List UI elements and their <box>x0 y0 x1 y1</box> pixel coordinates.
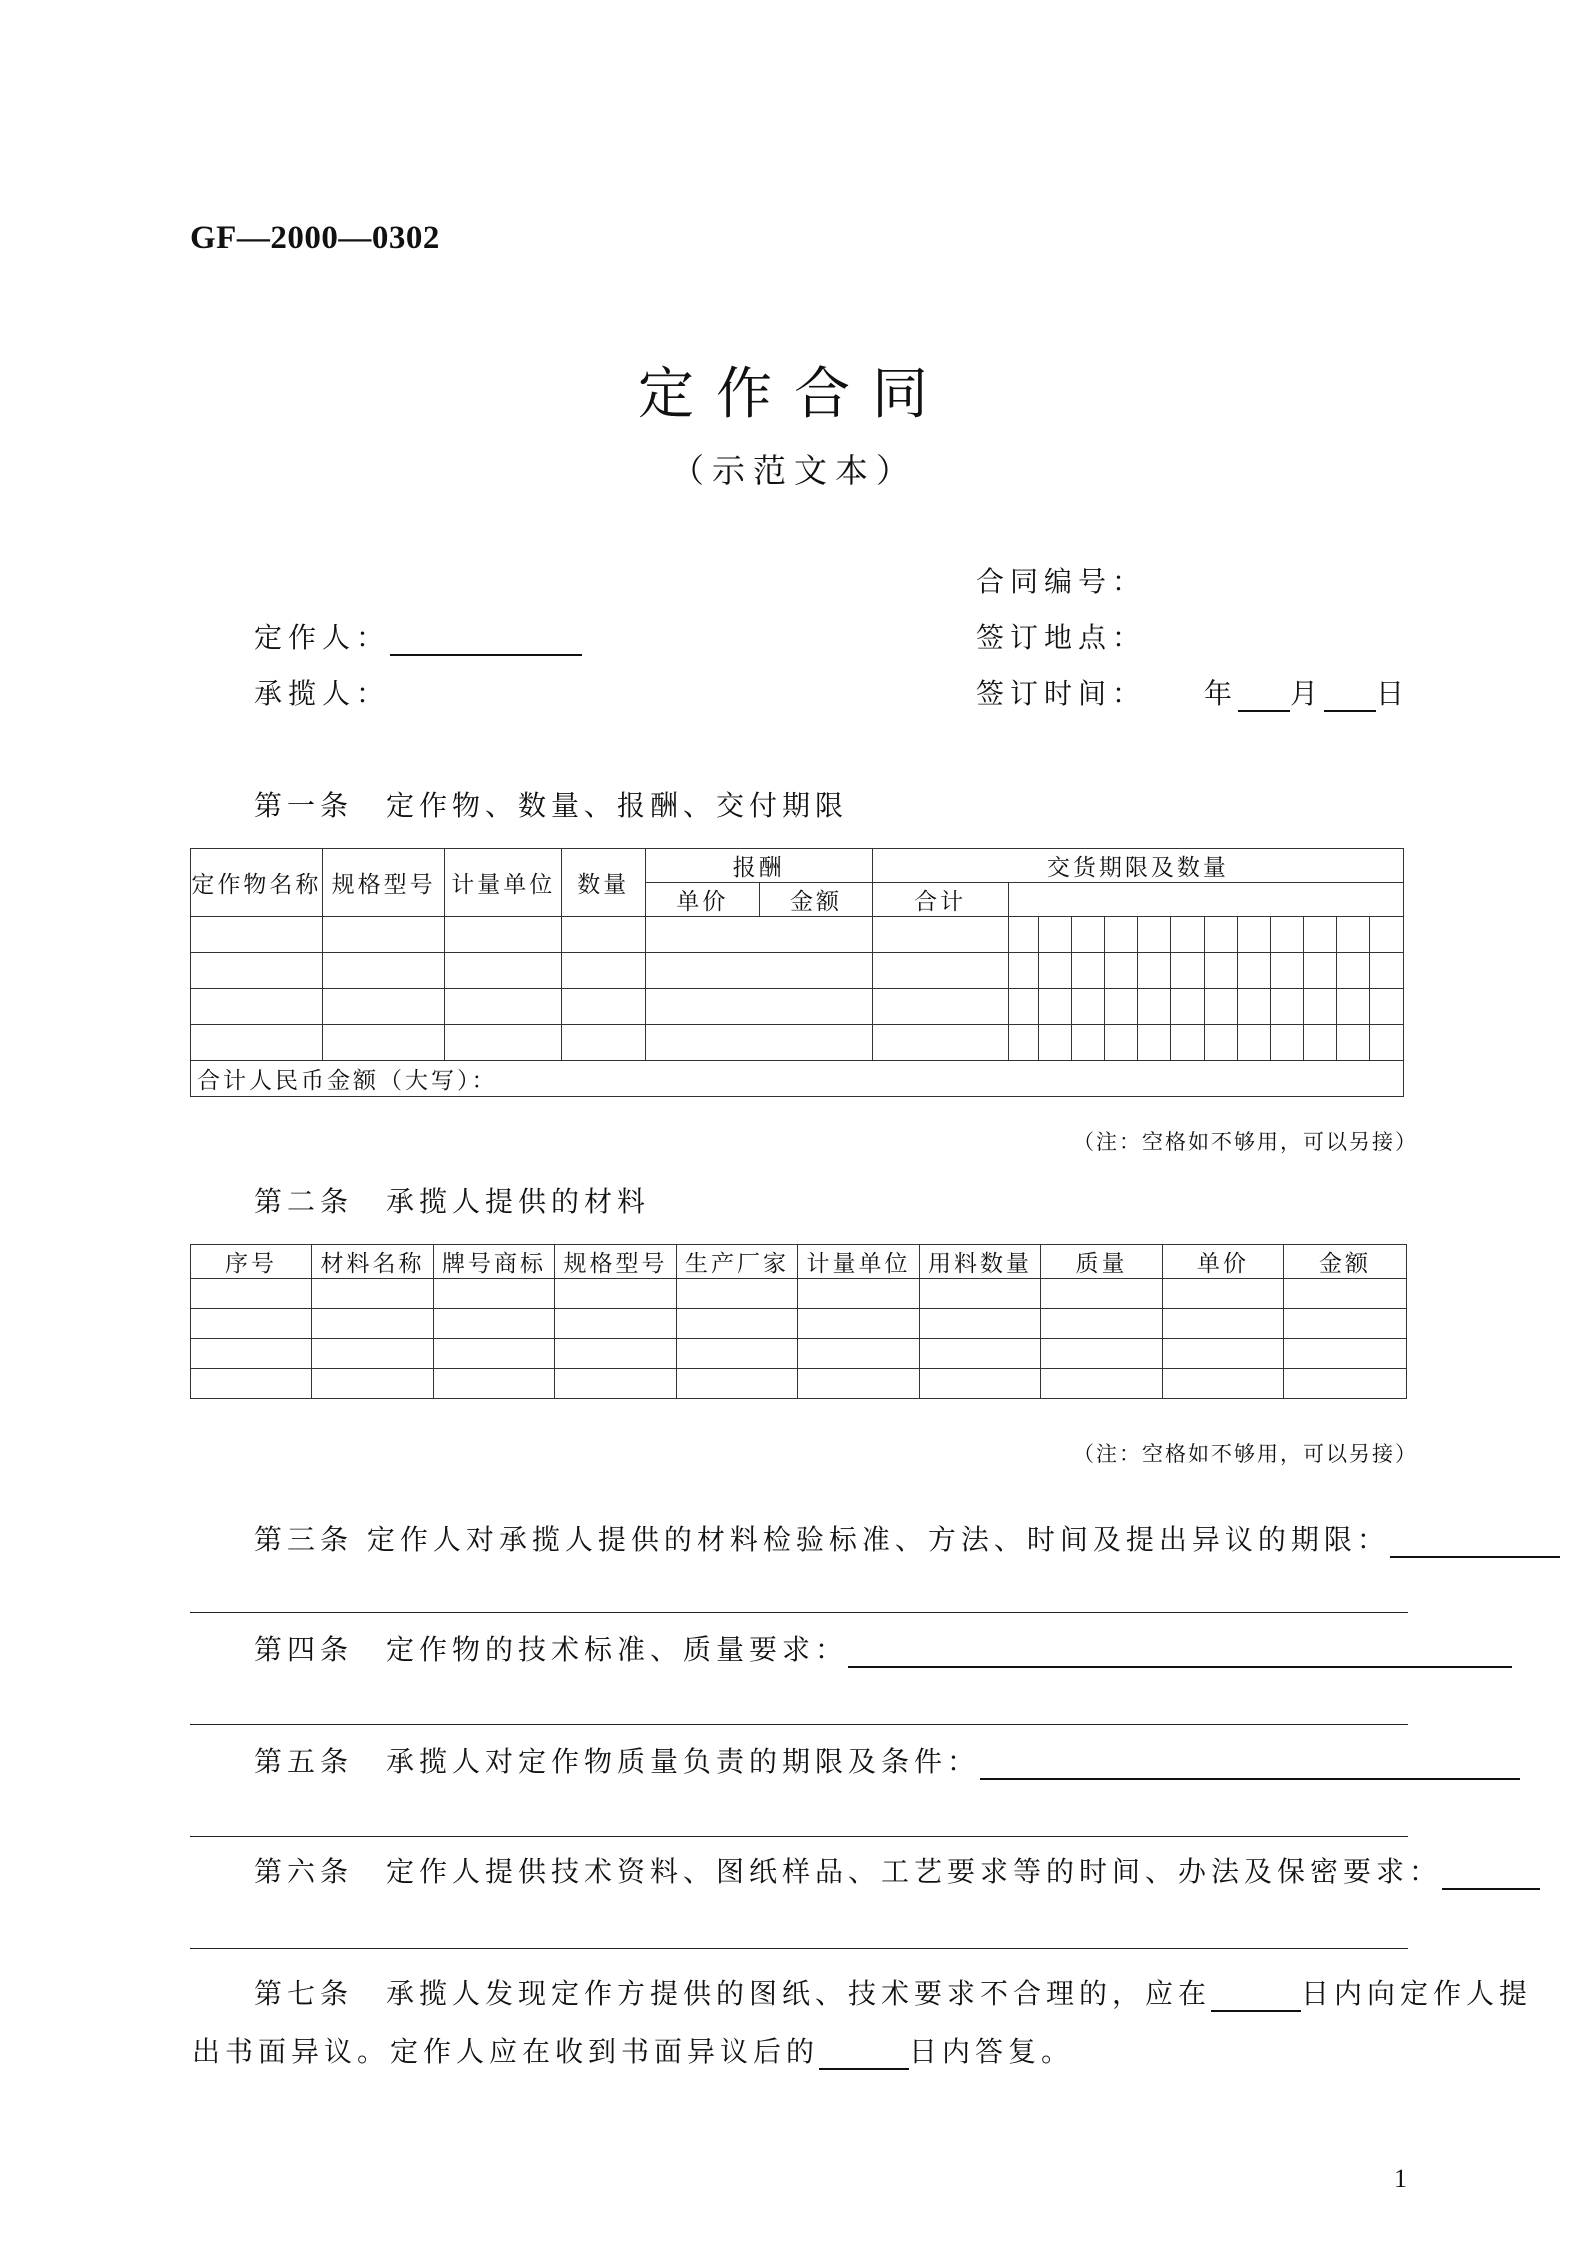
table-cell[interactable] <box>920 1309 1041 1339</box>
contract-no-label: 合同编号： <box>976 565 1147 598</box>
table-cell[interactable] <box>191 1339 312 1369</box>
table-cell[interactable] <box>1105 953 1138 989</box>
table-cell[interactable] <box>1138 917 1171 953</box>
table-cell[interactable] <box>1008 1025 1038 1061</box>
table-cell[interactable] <box>562 1025 645 1061</box>
table-cell[interactable] <box>872 917 1008 953</box>
table-cell[interactable] <box>1337 953 1370 989</box>
table-cell[interactable] <box>191 1025 323 1061</box>
table-cell[interactable] <box>1071 1025 1104 1061</box>
article2-header-cell: 用料数量 <box>920 1245 1041 1279</box>
table-cell[interactable] <box>1071 953 1104 989</box>
article2-table <box>190 1244 1407 1399</box>
article3-blank[interactable] <box>1390 1524 1560 1558</box>
table-cell[interactable] <box>872 1025 1008 1061</box>
table-cell[interactable] <box>1163 1369 1284 1399</box>
table-cell[interactable] <box>555 1339 677 1369</box>
table-cell[interactable] <box>645 989 872 1025</box>
table-cell[interactable] <box>1041 1309 1163 1339</box>
table-cell[interactable] <box>1237 989 1270 1025</box>
article6-blank[interactable] <box>1442 1856 1540 1890</box>
table-cell[interactable] <box>1204 1025 1237 1061</box>
header-amount: 金额 <box>760 883 873 917</box>
table-cell[interactable] <box>1237 917 1270 953</box>
table-cell[interactable] <box>1041 1339 1163 1369</box>
table-cell[interactable] <box>555 1279 677 1309</box>
article5-text: 第五条 承揽人对定作物质量负责的期限及条件： <box>254 1745 981 1778</box>
table-cell[interactable] <box>1105 1025 1138 1061</box>
table-cell[interactable] <box>1105 917 1138 953</box>
article7-line1 <box>254 1972 1532 2012</box>
table-cell[interactable] <box>645 1025 872 1061</box>
document-code: GF—2000—0302 <box>190 220 440 256</box>
article5-line <box>254 1740 1520 1780</box>
table-cell[interactable] <box>1041 1279 1163 1309</box>
table-cell[interactable] <box>1171 989 1204 1025</box>
table-cell[interactable] <box>1337 989 1370 1025</box>
table-cell[interactable] <box>312 1309 434 1339</box>
table-cell[interactable] <box>872 953 1008 989</box>
month-label: 月 <box>1290 677 1325 710</box>
article2-header-cell: 质量 <box>1041 1245 1163 1279</box>
table-cell[interactable] <box>555 1309 677 1339</box>
article7-part3: 出书面异议。定作人应在收到书面异议后的 <box>192 2035 820 2068</box>
table-cell[interactable] <box>1038 953 1071 989</box>
table-cell[interactable] <box>645 917 872 953</box>
table-cell[interactable] <box>1071 917 1104 953</box>
table-cell[interactable] <box>798 1279 920 1309</box>
table-cell[interactable] <box>1038 917 1071 953</box>
table-cell[interactable] <box>677 1339 798 1369</box>
article2-note: （注：空格如不够用，可以另接） <box>1073 1442 1418 1466</box>
document-title: 定作合同 <box>638 362 950 427</box>
article7-line2 <box>192 2030 1074 2070</box>
table-cell[interactable] <box>562 917 645 953</box>
place-label: 签订地点： <box>976 621 1147 654</box>
article2-header-cell: 生产厂家 <box>677 1245 798 1279</box>
table-cell[interactable] <box>191 1369 312 1399</box>
table-cell[interactable] <box>322 989 445 1025</box>
table-cell[interactable] <box>1163 1279 1284 1309</box>
article2-title: 第二条 承揽人提供的材料 <box>254 1185 651 1218</box>
header-qty: 数量 <box>562 849 645 917</box>
table-cell[interactable] <box>1270 917 1303 953</box>
article2-header-cell: 单价 <box>1163 1245 1284 1279</box>
article4-blank[interactable] <box>848 1634 1512 1668</box>
table-cell[interactable] <box>1204 917 1237 953</box>
table-cell[interactable] <box>1071 989 1104 1025</box>
article3-text: 第三条 定作人对承揽人提供的材料检验标准、方法、时间及提出异议的期限： <box>254 1523 1390 1556</box>
table-cell[interactable] <box>677 1279 798 1309</box>
table-cell[interactable] <box>1163 1309 1284 1339</box>
year-label: 年 <box>1204 677 1239 710</box>
table-cell[interactable] <box>191 917 323 953</box>
table-cell[interactable] <box>1138 989 1171 1025</box>
table-cell[interactable] <box>1237 1025 1270 1061</box>
table-cell[interactable] <box>1284 1369 1407 1399</box>
table-cell[interactable] <box>562 953 645 989</box>
month-blank[interactable] <box>1238 680 1290 712</box>
table-cell[interactable] <box>434 1339 555 1369</box>
article7-part4: 日内答复。 <box>909 2035 1075 2068</box>
orderer-row <box>254 616 582 656</box>
article5-continuation-line[interactable] <box>190 1836 1408 1837</box>
table-cell[interactable] <box>1270 989 1303 1025</box>
article7-days-blank-1[interactable] <box>1211 1978 1301 2012</box>
table-cell[interactable] <box>920 1339 1041 1369</box>
table-cell[interactable] <box>322 917 445 953</box>
table-row <box>191 917 1404 953</box>
table-cell[interactable] <box>555 1369 677 1399</box>
table-cell[interactable] <box>562 989 645 1025</box>
table-cell[interactable] <box>1337 917 1370 953</box>
table-row <box>191 1025 1404 1061</box>
table-cell[interactable] <box>1008 917 1038 953</box>
table-cell[interactable] <box>1270 953 1303 989</box>
table-cell[interactable] <box>445 917 562 953</box>
table-cell[interactable] <box>1237 953 1270 989</box>
article6-line <box>254 1850 1540 1890</box>
table-cell[interactable] <box>1337 1025 1370 1061</box>
table-cell[interactable] <box>1038 989 1071 1025</box>
table-cell[interactable] <box>1284 1309 1407 1339</box>
time-label: 签订时间： <box>976 677 1147 710</box>
article1-note: （注：空格如不够用，可以另接） <box>1073 1130 1418 1154</box>
table-row <box>191 1279 1407 1309</box>
table-cell[interactable] <box>1284 1339 1407 1369</box>
table-cell[interactable] <box>1370 989 1404 1025</box>
table-cell[interactable] <box>1041 1369 1163 1399</box>
table-cell[interactable] <box>312 1339 434 1369</box>
article2-header-row <box>191 1245 1407 1279</box>
table-cell[interactable] <box>1008 989 1038 1025</box>
header-spec: 规格型号 <box>322 849 445 917</box>
table-cell[interactable] <box>1304 1025 1337 1061</box>
table-row <box>191 953 1404 989</box>
article7-part2: 日内向定作人提 <box>1301 1977 1533 2010</box>
table-row <box>191 1339 1407 1369</box>
article2-header-cell: 材料名称 <box>312 1245 434 1279</box>
table-cell[interactable] <box>434 1279 555 1309</box>
table-cell[interactable] <box>1008 953 1038 989</box>
table-cell[interactable] <box>191 989 323 1025</box>
table-cell[interactable] <box>1171 953 1204 989</box>
table-cell[interactable] <box>872 989 1008 1025</box>
table-cell[interactable] <box>312 1279 434 1309</box>
header-delivery-blank <box>1008 883 1403 917</box>
article1-title: 第一条 定作物、数量、报酬、交付期限 <box>254 789 849 822</box>
table-cell[interactable] <box>1138 953 1171 989</box>
article3-line <box>254 1518 1560 1558</box>
table-cell[interactable] <box>1304 917 1337 953</box>
table-cell[interactable] <box>920 1369 1041 1399</box>
article2-header-cell: 金额 <box>1284 1245 1407 1279</box>
table-cell[interactable] <box>1370 953 1404 989</box>
table-cell[interactable] <box>1204 953 1237 989</box>
table-cell[interactable] <box>191 1279 312 1309</box>
table-row <box>191 989 1404 1025</box>
article4-text: 第四条 定作物的技术标准、质量要求： <box>254 1633 849 1666</box>
table-cell[interactable] <box>798 1339 920 1369</box>
document-subtitle: （示范文本） <box>671 451 917 490</box>
header-total: 合计 <box>872 883 1008 917</box>
header-unit-price: 单价 <box>645 883 760 917</box>
article2-header-cell: 牌号商标 <box>434 1245 555 1279</box>
table-cell[interactable] <box>1370 1025 1404 1061</box>
table-cell[interactable] <box>677 1309 798 1339</box>
table-cell[interactable] <box>445 1025 562 1061</box>
table-cell[interactable] <box>1284 1279 1407 1309</box>
article5-blank[interactable] <box>980 1746 1520 1780</box>
table-cell[interactable] <box>1038 1025 1071 1061</box>
article3-continuation-line[interactable] <box>190 1612 1408 1613</box>
article1-table <box>190 848 1404 1097</box>
table-cell[interactable] <box>1304 989 1337 1025</box>
article2-header-cell: 序号 <box>191 1245 312 1279</box>
header-delivery: 交货期限及数量 <box>872 849 1403 883</box>
table-cell[interactable] <box>1138 1025 1171 1061</box>
table-cell[interactable] <box>434 1369 555 1399</box>
article2-header-cell: 规格型号 <box>555 1245 677 1279</box>
table-cell[interactable] <box>1171 1025 1204 1061</box>
table-cell[interactable] <box>445 953 562 989</box>
header-pay: 报酬 <box>645 849 872 883</box>
orderer-blank[interactable] <box>390 622 582 656</box>
table-cell[interactable] <box>798 1309 920 1339</box>
table-cell[interactable] <box>434 1309 555 1339</box>
header-name: 定作物名称 <box>191 849 323 917</box>
article6-continuation-line[interactable] <box>190 1948 1408 1949</box>
table-cell[interactable] <box>1370 917 1404 953</box>
article7-part1: 第七条 承揽人发现定作方提供的图纸、技术要求不合理的，应在 <box>254 1977 1212 2010</box>
table-cell[interactable] <box>1204 989 1237 1025</box>
table-cell[interactable] <box>191 1309 312 1339</box>
orderer-label: 定作人： <box>254 621 391 654</box>
table-cell[interactable] <box>1171 917 1204 953</box>
article2-header-cell: 计量单位 <box>798 1245 920 1279</box>
table-cell[interactable] <box>322 1025 445 1061</box>
total-amount-label[interactable]: 合计人民币金额（大写）： <box>191 1061 1404 1097</box>
table-cell[interactable] <box>1105 989 1138 1025</box>
table-cell[interactable] <box>191 953 323 989</box>
article4-line <box>254 1628 1512 1668</box>
article4-continuation-line[interactable] <box>190 1724 1408 1725</box>
table-cell[interactable] <box>445 989 562 1025</box>
table-cell[interactable] <box>920 1279 1041 1309</box>
table-row <box>191 1309 1407 1339</box>
table-cell[interactable] <box>1163 1339 1284 1369</box>
article7-days-blank-2[interactable] <box>819 2036 909 2070</box>
table-cell[interactable] <box>645 953 872 989</box>
day-label: 日 <box>1376 677 1411 710</box>
table-cell[interactable] <box>322 953 445 989</box>
page-number: 1 <box>1394 2164 1407 2193</box>
table-row <box>191 1369 1407 1399</box>
table-cell[interactable] <box>1304 953 1337 989</box>
table-cell[interactable] <box>1270 1025 1303 1061</box>
day-blank[interactable] <box>1324 680 1376 712</box>
article6-text: 第六条 定作人提供技术资料、图纸样品、工艺要求等的时间、办法及保密要求： <box>254 1855 1443 1888</box>
table-cell[interactable] <box>312 1369 434 1399</box>
contractor-label: 承揽人： <box>254 677 391 710</box>
table-cell[interactable] <box>798 1369 920 1399</box>
signing-date <box>1204 672 1410 712</box>
table-cell[interactable] <box>677 1369 798 1399</box>
header-unit: 计量单位 <box>445 849 562 917</box>
